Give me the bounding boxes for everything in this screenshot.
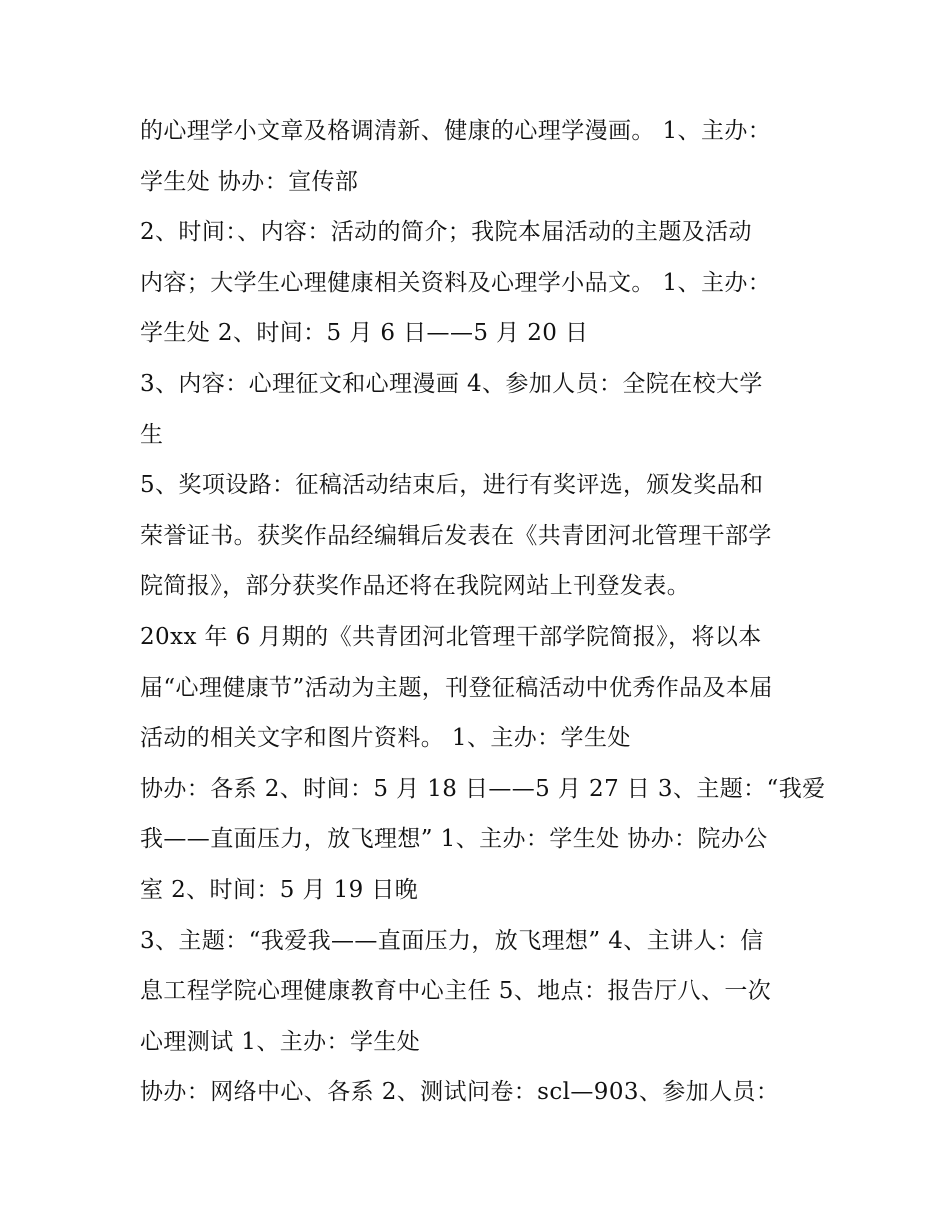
text-line: 我——直面压力，放飞理想” 1、主办：学生处 协办：院办公: [140, 826, 768, 853]
text-line: 室 2、时间：5 月 19 日晚: [140, 876, 419, 903]
text-line: 届“心理健康节”活动为主题，刊登征稿活动中优秀作品及本届: [140, 674, 773, 701]
body-text: [140, 106, 830, 1118]
text-line: 协办：网络中心、各系 2、测试问卷：scl—903、参加人员：: [140, 1079, 780, 1106]
text-line: 3、主题：“我爱我——直面压力，放飞理想” 4、主讲人：信: [140, 927, 764, 954]
text-line: 心理测试 1、主办：学生处: [140, 1028, 421, 1055]
text-line: 荣誉证书。获奖作品经编辑后发表在《共青团河北管理干部学: [140, 522, 772, 549]
text-line: 的心理学小文章及格调清新、健康的心理学漫画。 1、主办：: [140, 118, 772, 144]
text-line: 息工程学院心理健康教育中心主任 5、地点：报告厅八、一次: [140, 978, 772, 1005]
text-line: 生: [140, 421, 164, 448]
text-line: 内容；大学生心理健康相关资料及心理学小品文。 1、主办：: [140, 269, 772, 296]
text-line: 2、时间：、内容：活动的简介；我院本届活动的主题及活动: [140, 219, 752, 246]
text-line: 协办：各系 2、时间：5 月 18 日——5 月 27 日 3、主题：“我爱: [140, 775, 826, 802]
text-line: 学生处 协办：宣传部: [140, 168, 359, 195]
text-line: 活动的相关文字和图片资料。 1、主办：学生处: [140, 725, 631, 752]
text-line: 学生处 2、时间：5 月 6 日——5 月 20 日: [140, 320, 589, 347]
text-line: 院简报》，部分获奖作品还将在我院网站上刊登发表。: [140, 573, 691, 600]
text-line: 3、内容：心理征文和心理漫画 4、参加人员：全院在校大学: [140, 370, 763, 397]
text-line: 5、奖项设路：征稿活动结束后，进行有奖评选，颁发奖品和: [140, 472, 764, 499]
text-line: 20xx 年 6 月期的《共青团河北管理干部学院简报》，将以本: [140, 623, 762, 650]
